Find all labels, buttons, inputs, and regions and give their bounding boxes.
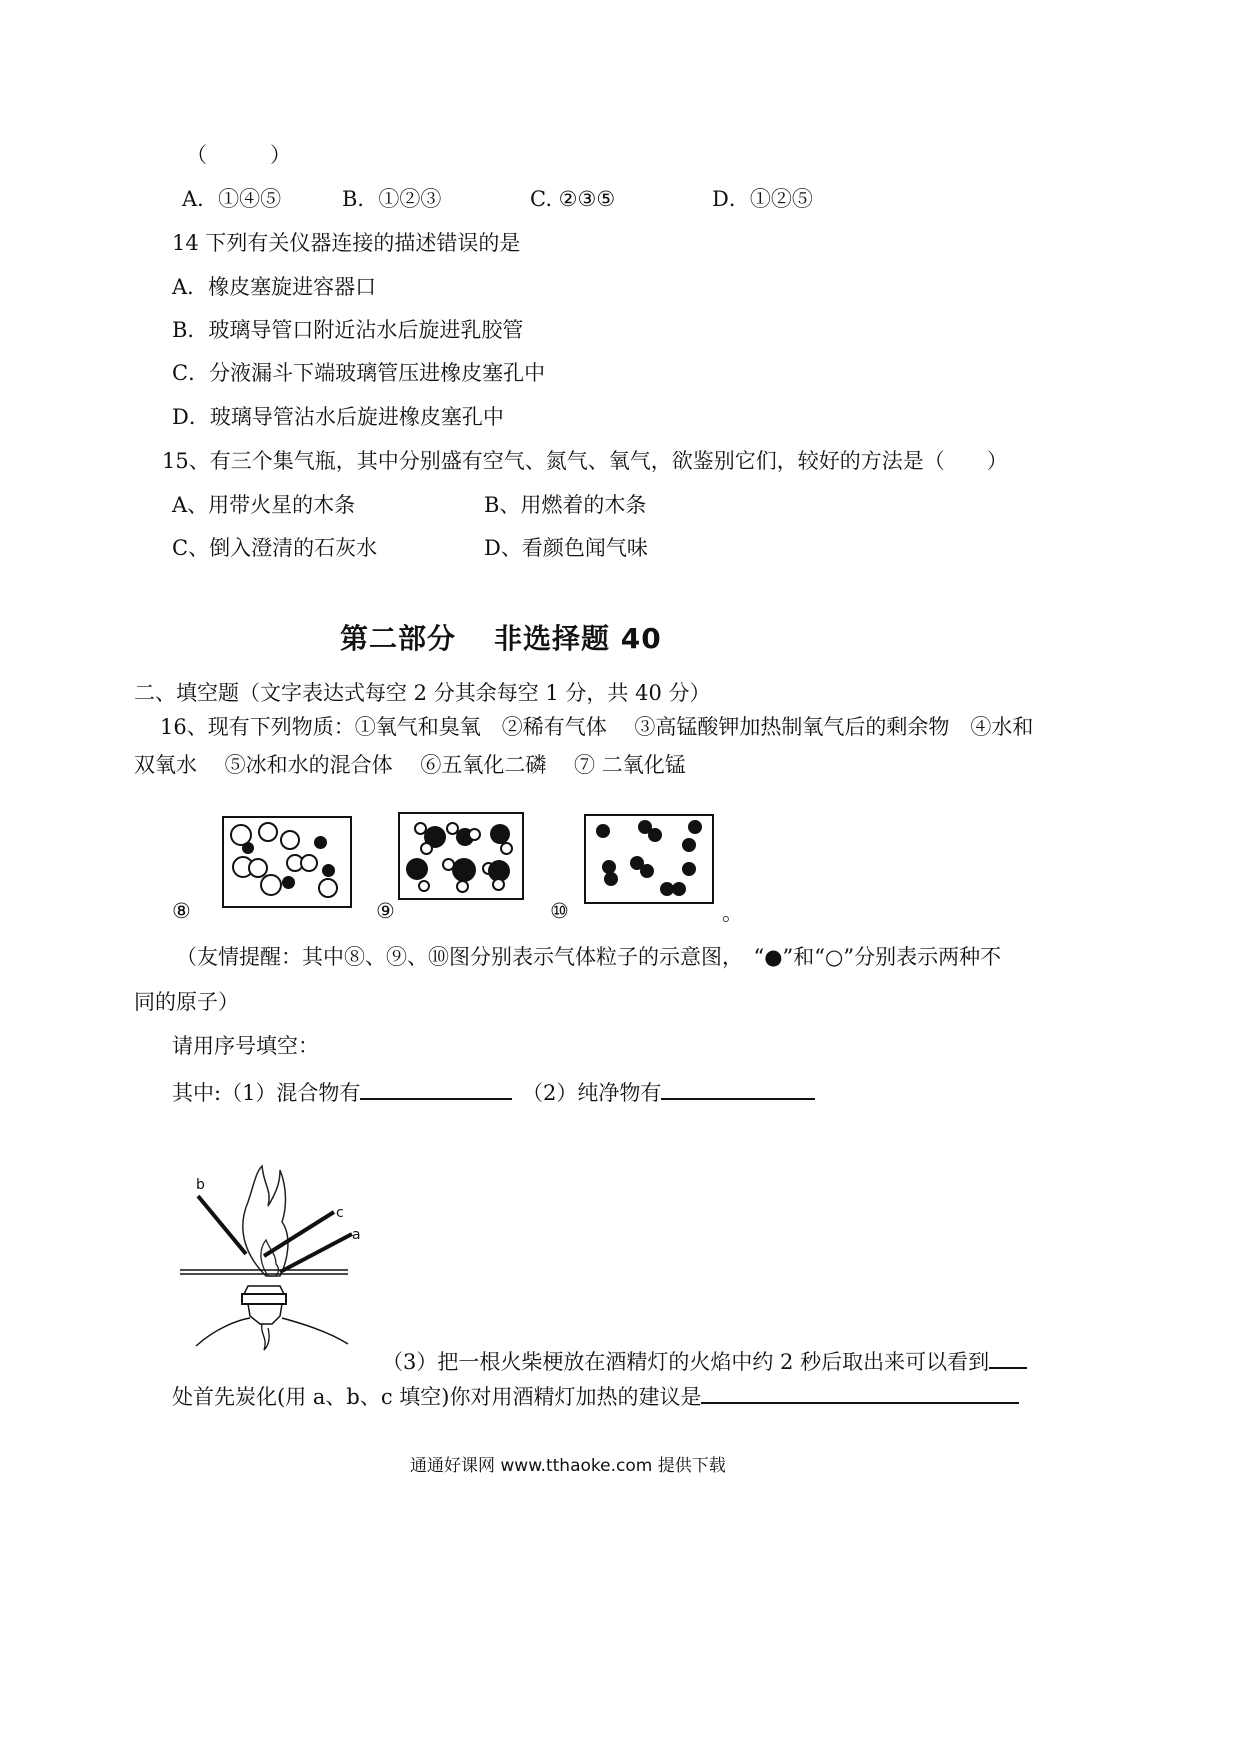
q15-option-d: D、看颜色闻气味 — [484, 536, 648, 560]
section-heading: 二、填空题（文字表达式每空 2 分其余每空 1 分，共 40 分） — [134, 681, 711, 705]
alcohol-lamp-diagram — [176, 1160, 376, 1370]
black-atom — [322, 864, 335, 877]
q13-option-d: D．①②⑤ — [712, 187, 813, 211]
q14-option-a: A．橡皮塞旋进容器口 — [172, 275, 377, 299]
black-atom — [604, 872, 618, 886]
black-atom — [682, 862, 696, 876]
q16-line-1: 16、现有下列物质：①氧气和臭氧 ②稀有气体 ③高锰酸钾加热制氧气后的剩余物 ④水和 — [160, 715, 1034, 739]
q16-sub-2-row — [522, 1076, 815, 1106]
q16-sub-2-label: （2）纯净物有 — [522, 1081, 662, 1105]
q3-line-1-row — [382, 1345, 1027, 1375]
black-atom — [282, 876, 295, 889]
black-atom — [242, 842, 254, 854]
q15-option-c: C、倒入澄清的石灰水 — [172, 536, 378, 560]
white-atom — [318, 878, 338, 898]
q15-option-a: A、用带火星的木条 — [172, 493, 356, 517]
q13-option-b: B．①②③ — [342, 187, 442, 211]
white-atom — [420, 842, 433, 855]
white-atom — [418, 880, 430, 892]
white-atom — [500, 842, 513, 855]
heating-advice-blank[interactable] — [701, 1380, 1019, 1404]
match-label-a: a — [352, 1227, 361, 1243]
q15-stem: 15、有三个集气瓶，其中分别盛有空气、氮气、氧气，欲鉴别它们，较好的方法是（ ） — [162, 449, 1008, 473]
q16-hint-line-2: 同的原子） — [134, 990, 239, 1014]
white-atom — [456, 880, 469, 893]
black-atom — [688, 820, 702, 834]
black-atom — [648, 828, 662, 842]
q16-hint-line-1: （友情提醒：其中⑧、⑨、⑩图分别表示气体粒子的示意图， “●”和“○”分别表示两种不 — [176, 945, 1002, 969]
particle-diagram-9 — [398, 812, 524, 900]
lamp-body — [196, 1318, 348, 1346]
q16-line-2: 双氧水 ⑤冰和水的混合体 ⑥五氧化二磷 ⑦ 二氧化锰 — [134, 753, 686, 777]
match-label-b: b — [196, 1177, 205, 1193]
matchstick-b — [198, 1196, 246, 1254]
q13-answer-paren: （ ） — [186, 143, 291, 167]
white-atom — [492, 878, 505, 891]
carbonize-first-blank[interactable] — [989, 1345, 1027, 1369]
diagram-label-8: ⑧ — [172, 899, 191, 923]
diagram-end-mark: 。 — [722, 901, 743, 925]
white-atom — [280, 830, 300, 850]
white-atom — [468, 828, 481, 841]
q14-option-b: B．玻璃导管口附近沾水后旋进乳胶管 — [172, 318, 524, 342]
lamp-neck — [248, 1304, 282, 1324]
black-atom — [452, 858, 476, 882]
q16-sub-1-row — [172, 1076, 512, 1106]
white-atom — [260, 874, 282, 896]
black-atom — [640, 864, 654, 878]
q3-line-2: 处首先炭化(用 a、b、c 填空)你对用酒精灯加热的建议是 — [172, 1385, 702, 1409]
match-label-c: c — [336, 1205, 344, 1221]
particle-diagram-10 — [584, 814, 714, 904]
flame-outer-outline — [243, 1166, 288, 1276]
q14-option-d: D．玻璃导管沾水后旋进橡皮塞孔中 — [172, 405, 504, 429]
lamp-collar — [242, 1294, 286, 1304]
black-atom — [314, 836, 327, 849]
section-title-type: 非选择题 40 — [494, 622, 662, 655]
section-title-part: 第二部分 — [340, 622, 457, 655]
lamp-wick — [262, 1324, 270, 1350]
q14-stem: 14 下列有关仪器连接的描述错误的是 — [172, 231, 521, 255]
black-atom — [672, 882, 686, 896]
pure-substance-answer-blank[interactable] — [661, 1076, 815, 1100]
q13-option-c: C. ②③⑤ — [530, 187, 616, 211]
q14-option-c: C．分液漏斗下端玻璃管压进橡皮塞孔中 — [172, 361, 546, 385]
q16-sub-1-label: 其中:（1）混合物有 — [172, 1081, 361, 1105]
q13-option-a: A．①④⑤ — [182, 187, 282, 211]
q3-line-2-row — [172, 1380, 1019, 1410]
q3-line-1: （3）把一根火柴梗放在酒精灯的火焰中约 2 秒后取出来可以看到 — [382, 1350, 990, 1374]
black-atom — [490, 824, 510, 844]
page-footer: 通通好课网 www.tthaoke.com 提供下载 — [410, 1456, 726, 1476]
q15-option-b: B、用燃着的木条 — [484, 493, 647, 517]
lamp-wick-holder — [244, 1286, 284, 1294]
q16-instruction: 请用序号填空： — [172, 1034, 319, 1058]
diagram-label-10: ⑩ — [550, 899, 569, 923]
particle-diagram-8 — [222, 816, 352, 908]
diagram-label-9: ⑨ — [376, 899, 395, 923]
black-atom — [682, 838, 696, 852]
mixture-answer-blank[interactable] — [360, 1076, 512, 1100]
white-atom — [258, 822, 278, 842]
white-atom — [300, 854, 318, 872]
black-atom — [406, 858, 428, 880]
black-atom — [596, 824, 610, 838]
